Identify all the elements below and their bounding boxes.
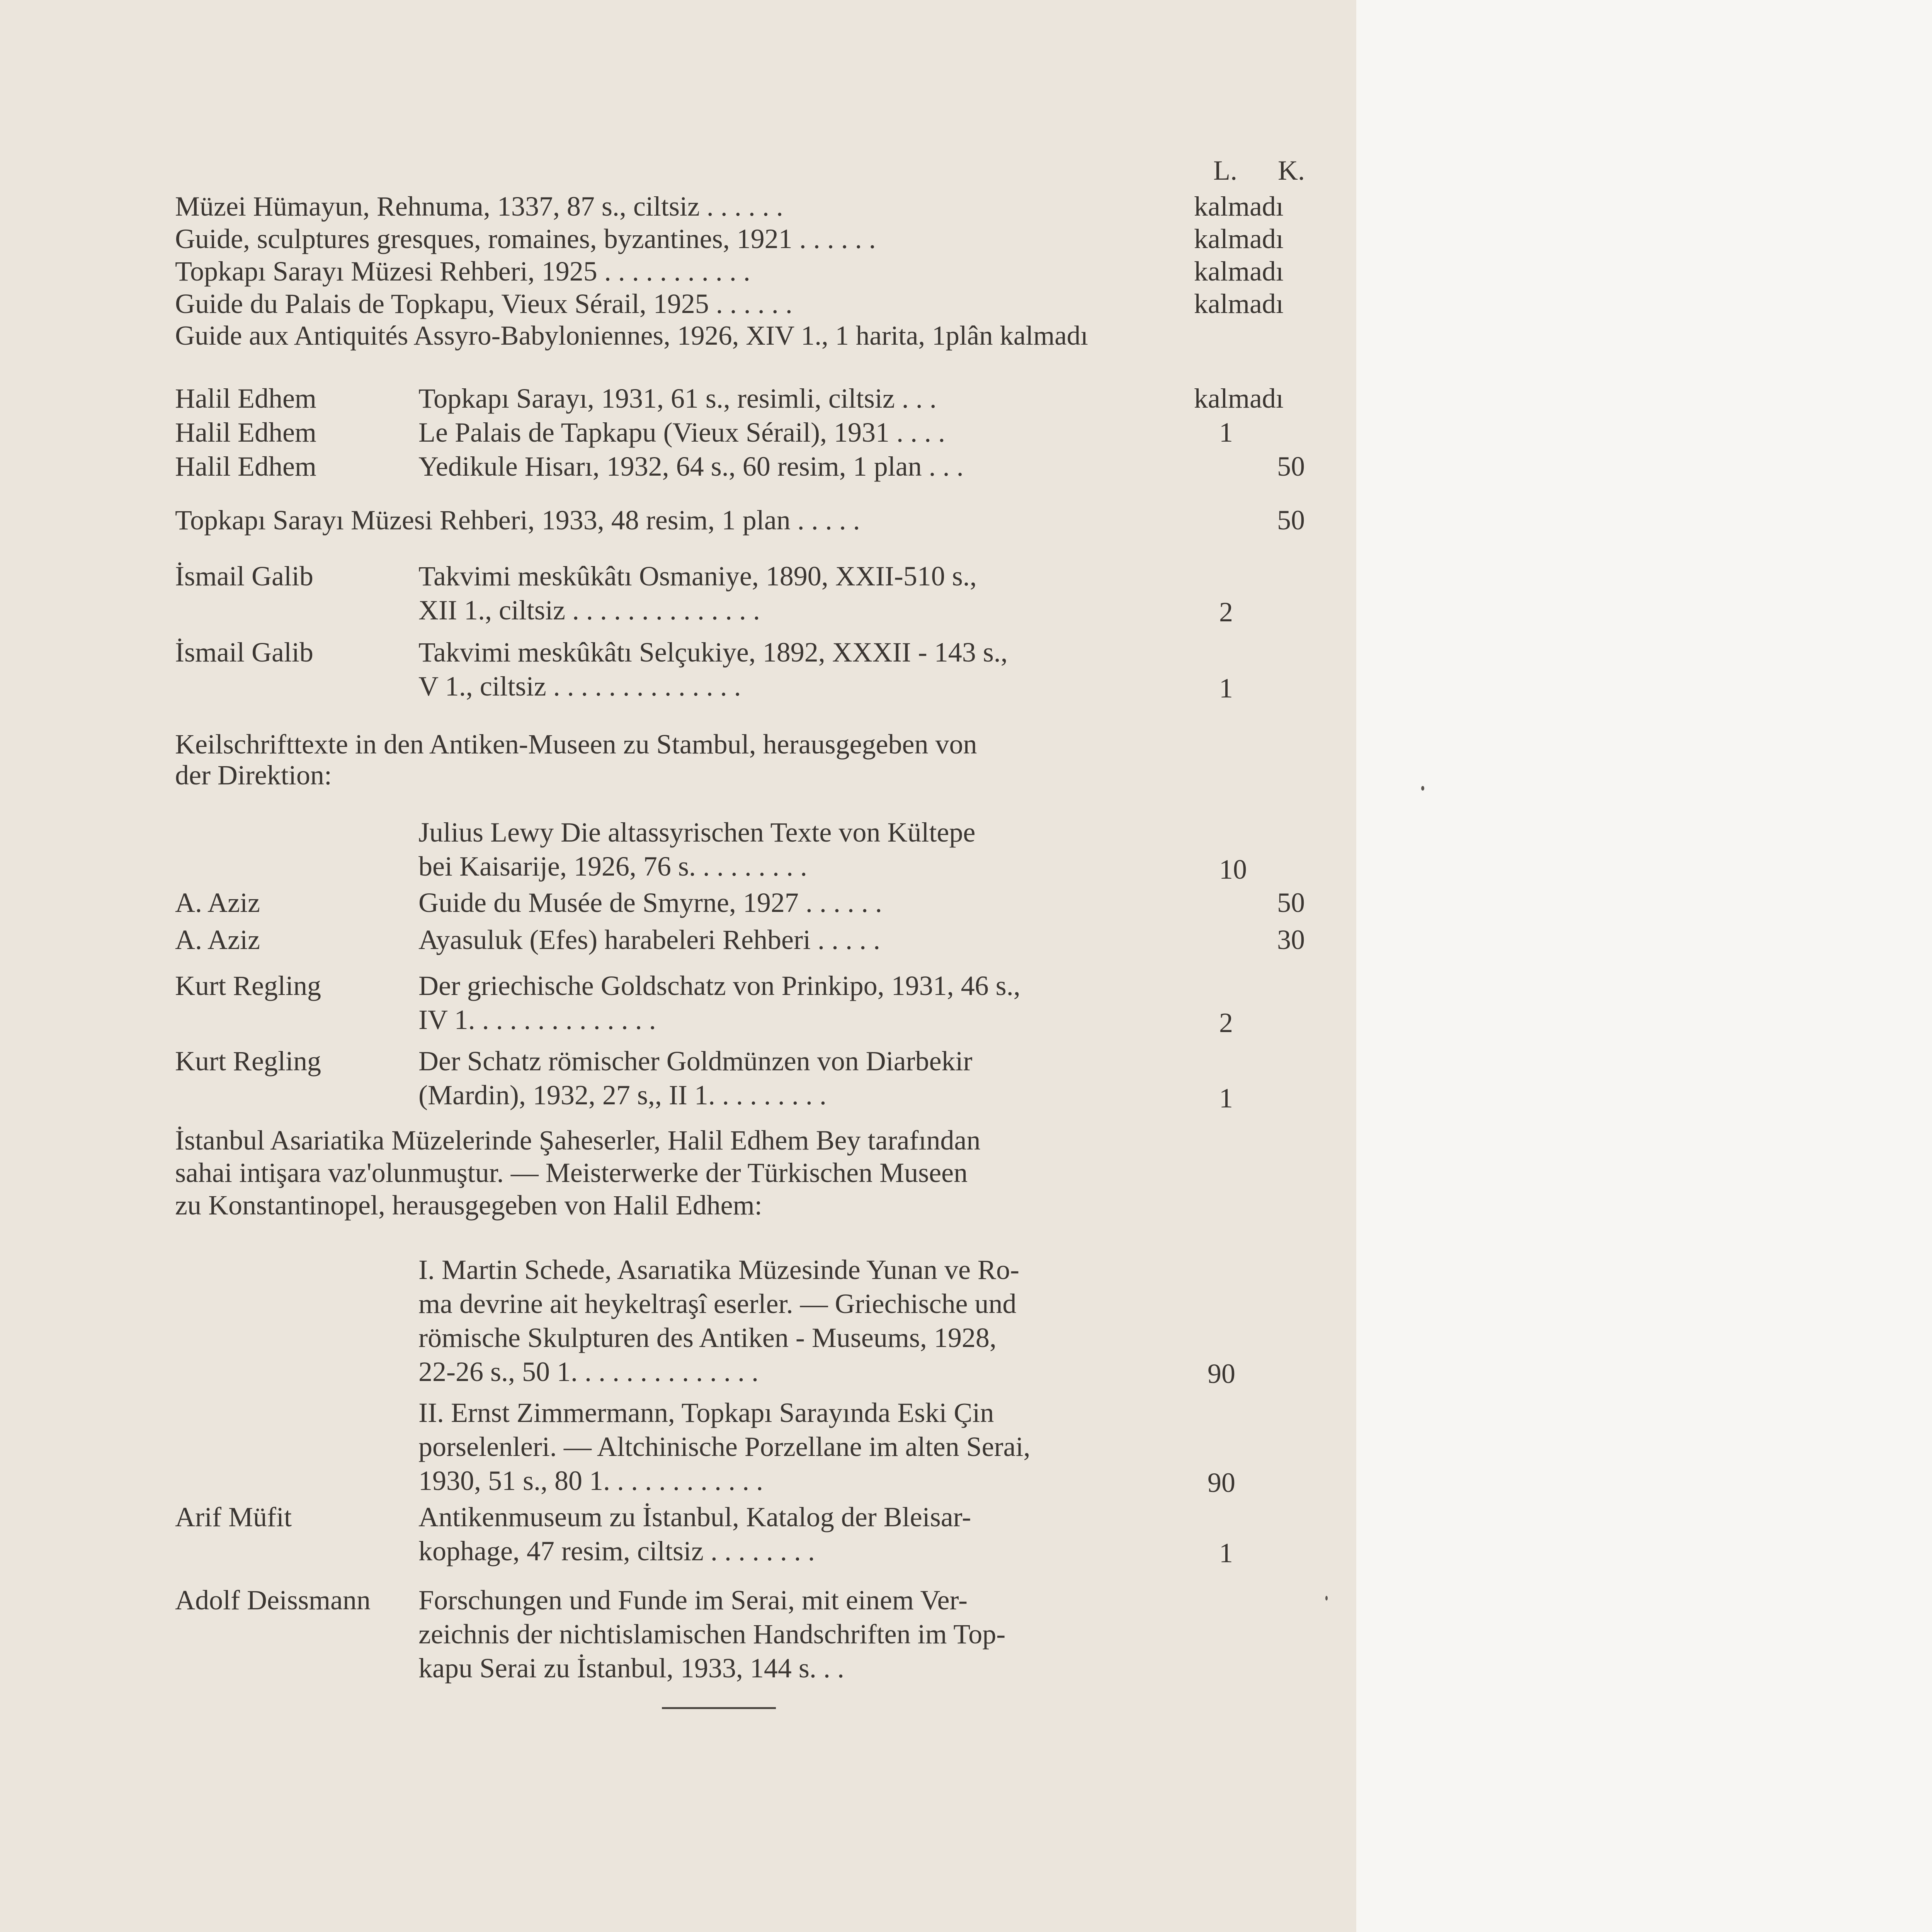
section-intro-line: sahai intişara vaz'olunmuştur. — Meisterwerke der Türkischen Museen bbox=[175, 1157, 968, 1188]
catalog-line: Müzei Hümayun, Rehnuma, 1337, 87 s., ciltsiz . . . . . . bbox=[175, 191, 783, 222]
speck bbox=[1325, 1596, 1328, 1600]
price-k: 90 bbox=[1208, 1467, 1235, 1498]
price-status: kalmadı bbox=[1194, 256, 1284, 287]
section-intro-line: der Direktion: bbox=[175, 760, 332, 791]
entry-title-line: Der Schatz römischer Goldmünzen von Diarbekir bbox=[418, 1046, 973, 1077]
entry-title-line: Guide du Musée de Smyrne, 1927 . . . . . . bbox=[418, 887, 882, 918]
price-k: 50 bbox=[1277, 451, 1305, 482]
entry-title-line: I. Martin Schede, Asarıatika Müzesinde Yunan ve Ro- bbox=[418, 1254, 1019, 1285]
entry-title-line: Forschungen und Funde im Serai, mit einem Ver- bbox=[418, 1585, 968, 1616]
entry-title-line: 1930, 51 s., 80 1. . . . . . . . . . . . bbox=[418, 1465, 764, 1496]
entry-title-line: bei Kaisarije, 1926, 76 s. . . . . . . . . bbox=[418, 851, 807, 882]
author-name: Kurt Regling bbox=[175, 1046, 321, 1077]
entry-title-line: zeichnis der nichtislamischen Handschriften im Top- bbox=[418, 1619, 1006, 1650]
author-name: A. Aziz bbox=[175, 887, 260, 918]
entry-title-line: Der griechische Goldschatz von Prinkipo, 1931, 46 s., bbox=[418, 970, 1020, 1001]
price-status: kalmadı bbox=[1194, 288, 1284, 319]
catalog-line: Guide, sculptures gresques, romaines, byzantines, 1921 . . . . . . bbox=[175, 223, 876, 254]
entry-title-line: Takvimi meskûkâtı Osmaniye, 1890, XXII-510 s., bbox=[418, 561, 977, 592]
price-k: 50 bbox=[1277, 505, 1305, 536]
entry-title-line: ma devrine ait heykeltraşî eserler. — Griechische und bbox=[418, 1288, 1017, 1319]
catalog-line: Topkapı Sarayı Müzesi Rehberi, 1925 . . . . . . . . . . . bbox=[175, 256, 750, 287]
entry-title-line: II. Ernst Zimmermann, Topkapı Sarayında Eski Çin bbox=[418, 1397, 994, 1428]
entry-title-line: römische Skulpturen des Antiken - Museums, 1928, bbox=[418, 1322, 997, 1353]
section-intro-line: İstanbul Asariatika Müzelerinde Şaheserler, Halil Edhem Bey tarafından bbox=[175, 1125, 981, 1156]
price-l: 1 bbox=[1219, 673, 1233, 704]
entry-title-line: porselenleri. — Altchinische Porzellane im alten Serai, bbox=[418, 1431, 1031, 1462]
price-l: 2 bbox=[1219, 597, 1233, 628]
catalog-line: Guide du Palais de Topkapu, Vieux Sérail, 1925 . . . . . . bbox=[175, 288, 793, 319]
price-l: 10 bbox=[1219, 854, 1247, 885]
author-name: Halil Edhem bbox=[175, 383, 316, 414]
author-name: İsmail Galib bbox=[175, 561, 313, 592]
entry-title-line: kophage, 47 resim, ciltsiz . . . . . . . . bbox=[418, 1536, 815, 1566]
price-k: 90 bbox=[1208, 1358, 1235, 1389]
price-l: 2 bbox=[1219, 1007, 1233, 1038]
price-k: kalmadı bbox=[1194, 383, 1284, 414]
author-name: Halil Edhem bbox=[175, 417, 316, 448]
author-name: Arif Müfit bbox=[175, 1502, 292, 1532]
section-intro-line: Keilschrifttexte in den Antiken-Museen zu Stambul, herausgegeben von bbox=[175, 729, 977, 760]
price-l: 1 bbox=[1219, 417, 1233, 448]
entry-title-line: Antikenmuseum zu İstanbul, Katalog der Bleisar- bbox=[418, 1502, 971, 1532]
author-name: İsmail Galib bbox=[175, 637, 313, 668]
price-status: kalmadı bbox=[1194, 191, 1284, 222]
column-header-l: L. bbox=[1213, 155, 1237, 186]
column-header-k: K. bbox=[1278, 155, 1305, 186]
entry-title-line: Yedikule Hisarı, 1932, 64 s., 60 resim, 1 plan . . . bbox=[418, 451, 964, 482]
author-name: A. Aziz bbox=[175, 924, 260, 955]
entry-title-line: Takvimi meskûkâtı Selçukiye, 1892, XXXII - 143 s., bbox=[418, 637, 1008, 668]
speck bbox=[1421, 786, 1424, 791]
entry-title-line: XII 1., ciltsiz . . . . . . . . . . . . . . bbox=[418, 595, 760, 626]
entry-title-line: IV 1. . . . . . . . . . . . . . bbox=[418, 1004, 656, 1035]
entry-title-line: Ayasuluk (Efes) harabeleri Rehberi . . . . . bbox=[418, 924, 880, 955]
catalog-line: Guide aux Antiquités Assyro-Babyloniennes, 1926, XIV 1., 1 harita, 1plân kalmadı bbox=[175, 321, 1088, 351]
author-name: Halil Edhem bbox=[175, 451, 316, 482]
author-name: Adolf Deissmann bbox=[175, 1585, 371, 1616]
entry-title-line: Le Palais de Tapkapu (Vieux Sérail), 1931 . . . . bbox=[418, 417, 945, 448]
entry-title-line: 22-26 s., 50 1. . . . . . . . . . . . . . bbox=[418, 1356, 759, 1387]
price-l: 1 bbox=[1219, 1537, 1233, 1568]
price-l: 1 bbox=[1219, 1083, 1233, 1114]
entry-title-line: V 1., ciltsiz . . . . . . . . . . . . . . bbox=[418, 671, 741, 702]
right-page-blank bbox=[1356, 0, 1932, 1932]
entry-title-line: Topkapı Sarayı, 1931, 61 s., resimli, ciltsiz . . . bbox=[418, 383, 937, 414]
price-k: 30 bbox=[1277, 924, 1305, 955]
end-rule bbox=[662, 1707, 776, 1709]
entry-title-line: Topkapı Sarayı Müzesi Rehberi, 1933, 48 resim, 1 plan . . . . . bbox=[175, 505, 860, 536]
author-name: Kurt Regling bbox=[175, 970, 321, 1001]
section-intro-line: zu Konstantinopel, herausgegeben von Halil Edhem: bbox=[175, 1190, 762, 1221]
entry-title-line: Julius Lewy Die altassyrischen Texte von Kültepe bbox=[418, 817, 976, 848]
price-status: kalmadı bbox=[1194, 223, 1284, 254]
entry-title-line: kapu Serai zu İstanbul, 1933, 144 s. . . bbox=[418, 1653, 844, 1684]
price-k: 50 bbox=[1277, 887, 1305, 918]
entry-title-line: (Mardin), 1932, 27 s,, II 1. . . . . . . . . bbox=[418, 1080, 827, 1111]
